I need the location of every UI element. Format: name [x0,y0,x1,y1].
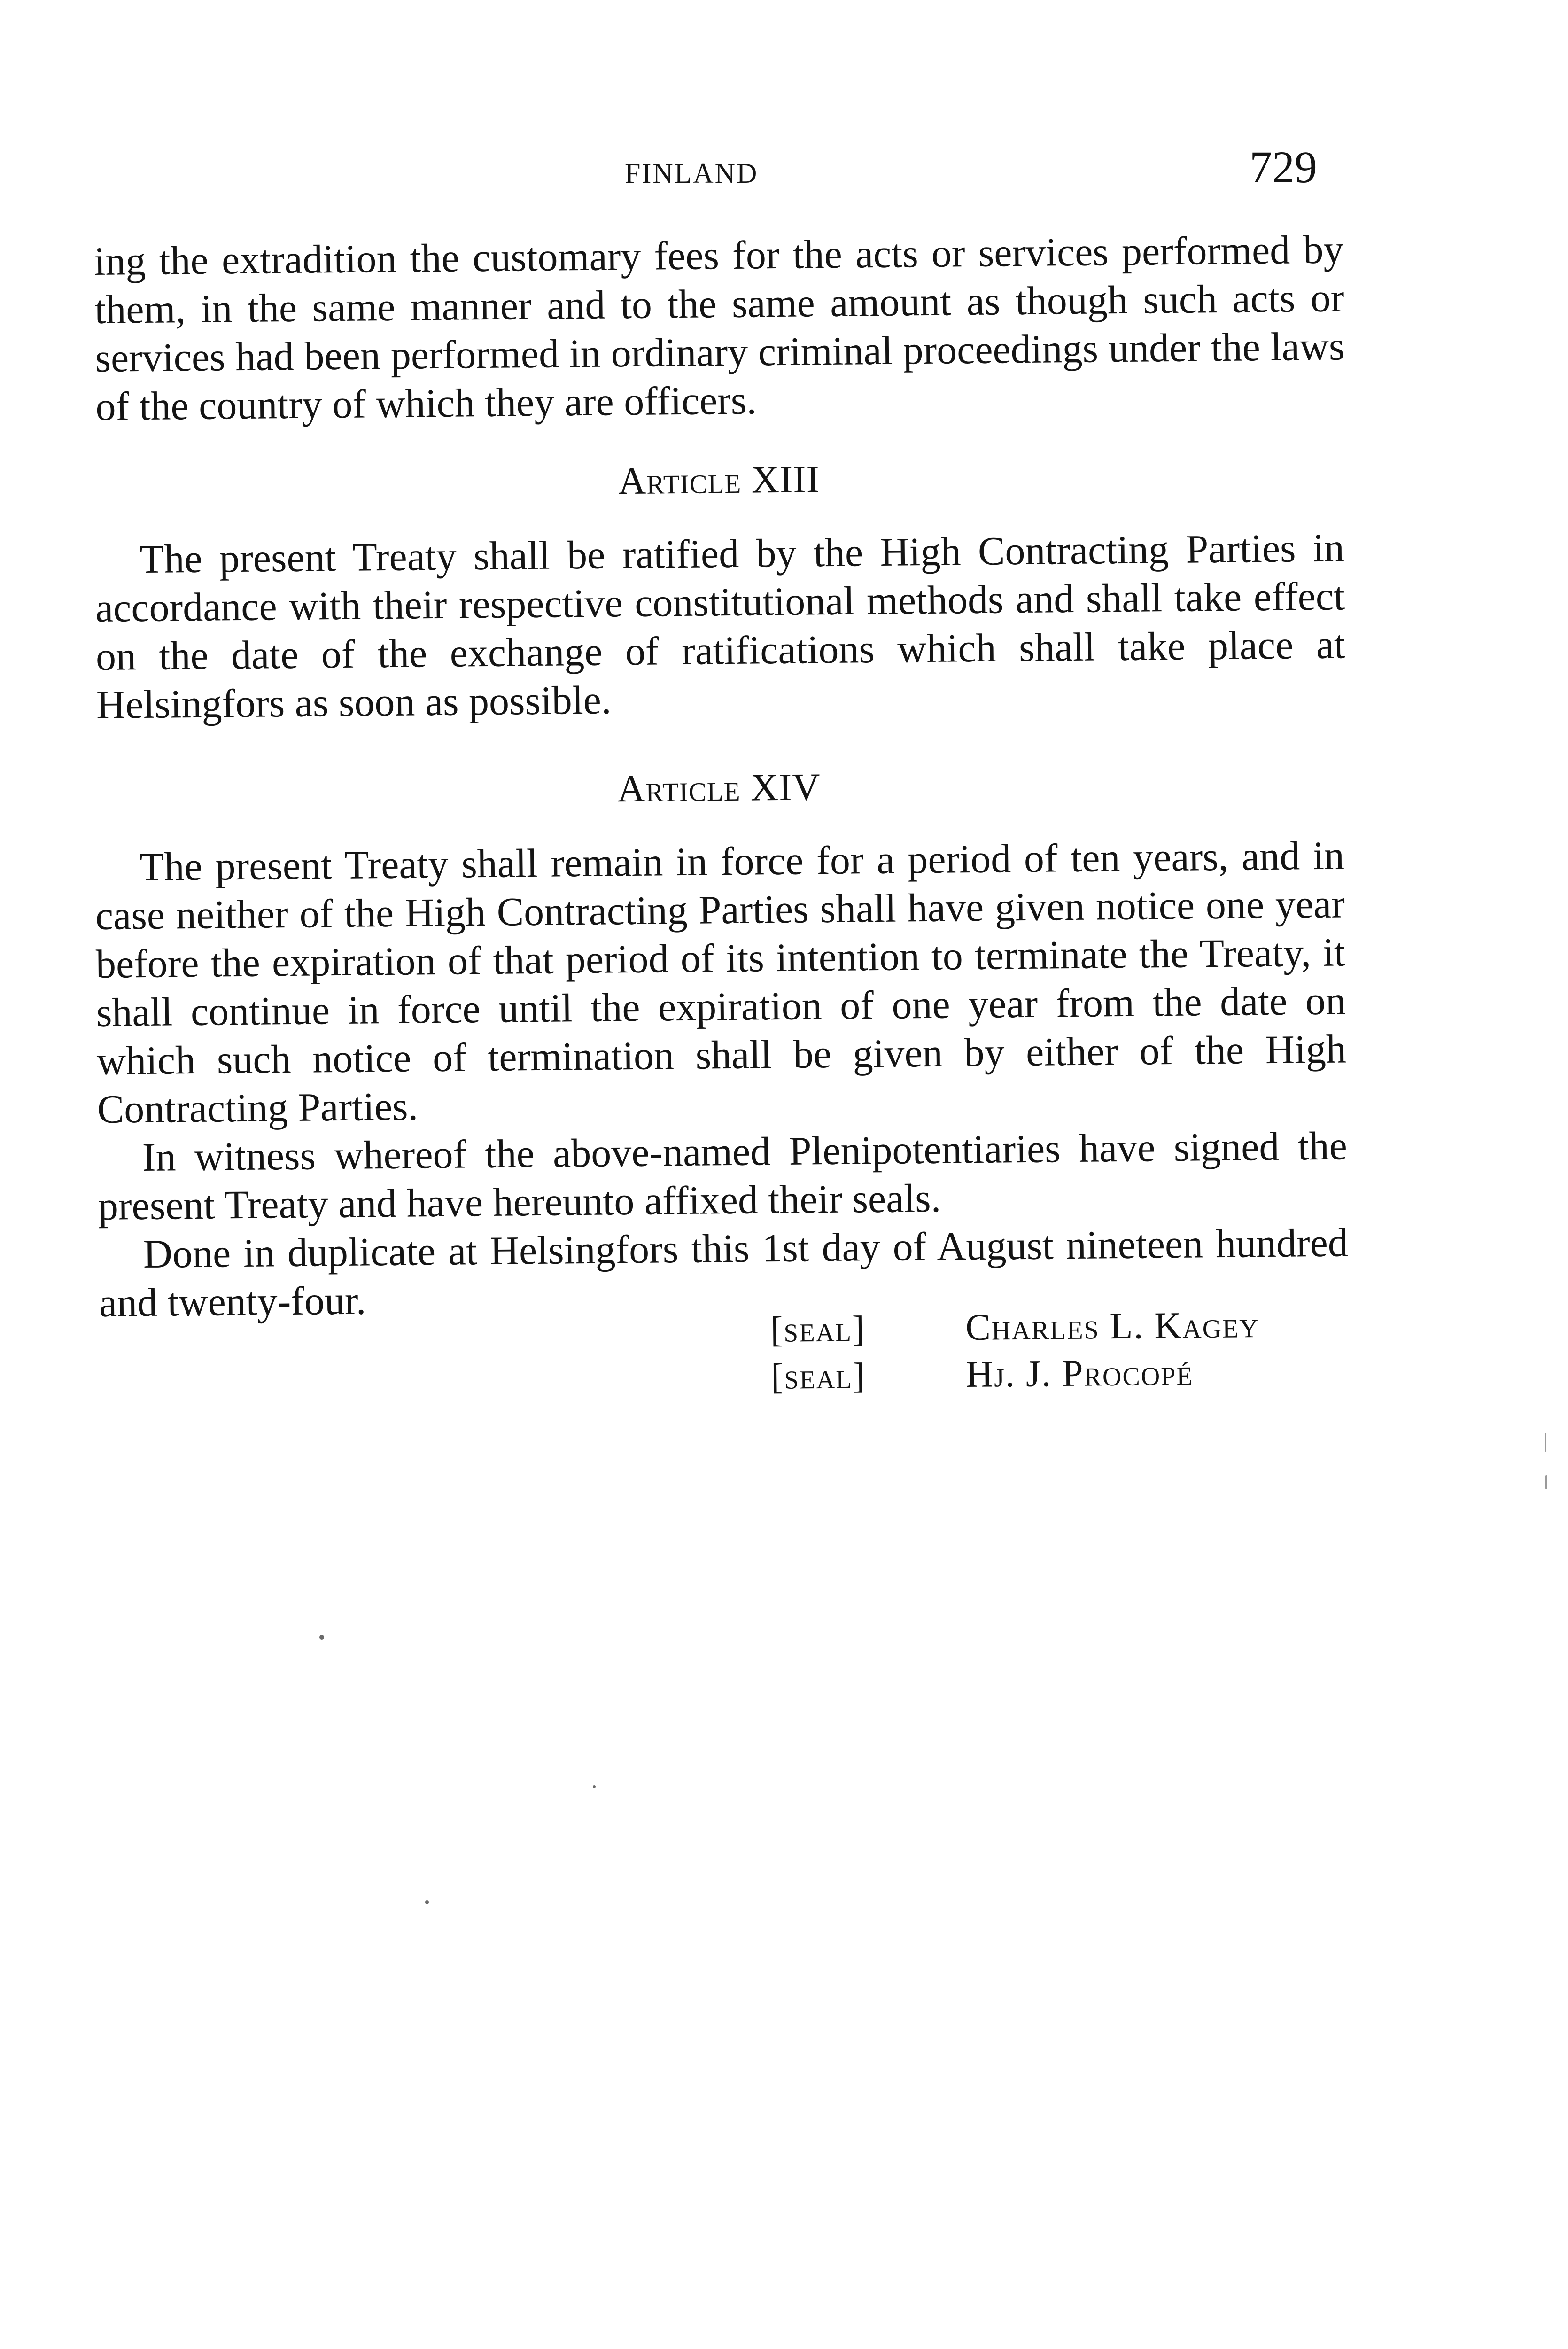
scan-speck [1545,1475,1547,1489]
scan-speck [1545,1433,1546,1452]
article-14-paragraph: The present Treaty shall remain in force for a period of ten years, and in case neither of the High Contracting Parties shall have given notice one year before the expiration of that period of its intention to terminate the Treaty, it shall continue in force until the expiration of one year from the date on which such notice of termination shall be given by either of the High Contracting Parties. [95,832,1347,1132]
body-text [94,225,1345,431]
signature-row [771,1351,1260,1402]
witness-paragraph: In witness whereof the above-named Plenipotentiaries have signed the present Treaty and have hereunto affixed their seals. [98,1123,1348,1229]
signature-row [770,1304,1259,1355]
running-head: FINLAND [625,158,759,189]
seal-mark: [seal] [770,1308,866,1350]
signature-block [770,1304,1260,1402]
seal-mark: [seal] [770,1355,866,1397]
article-14-section [94,758,1349,1327]
signatory-name: Hj. J. Procopé [965,1352,1194,1396]
scan-speck [425,1900,429,1904]
signatory-name: Charles L. Kagey [965,1304,1260,1349]
article-13-paragraph: The present Treaty shall be ratified by the High Contracting Parties in accordance with their respective constitutional methods and shall take effect on the date of the exchange of ratifications which shall take place at Helsingfors as soon as possible. [95,525,1346,727]
scan-speck [593,1785,596,1788]
scan-speck [319,1635,324,1640]
page-number: 729 [1250,142,1317,192]
done-paragraph: Done in duplicate at Helsingfors this 1st day of August nineteen hundred and twenty-four. [99,1220,1349,1325]
article-13-section [94,451,1346,729]
continuation-paragraph: ing the extradition the customary fees for the acts or services performed by them, in the same manner and to the same amount as though such acts or services had been performed in ordinary criminal proceedings under the laws of the country of which they are officers. [94,226,1345,429]
article-13-heading: Article XIII [618,458,820,503]
article-14-heading: Article XIV [617,765,821,810]
